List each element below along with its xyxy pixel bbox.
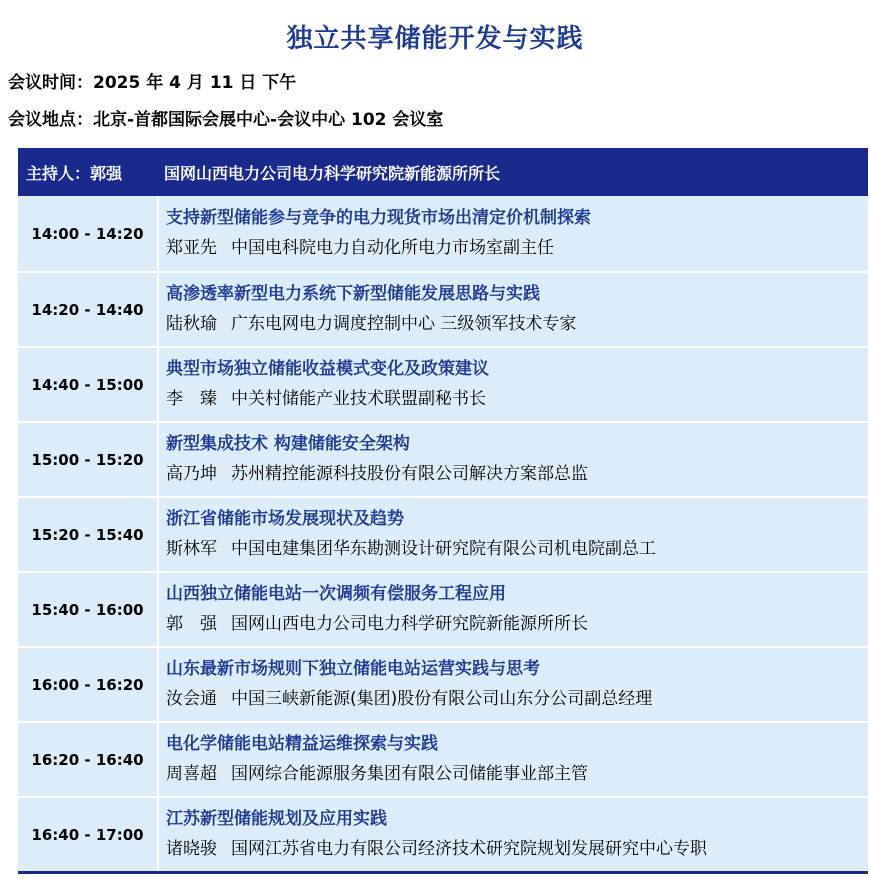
session-time: 15:40 - 16:00 <box>18 573 157 646</box>
speaker-affiliation: 国网江苏省电力有限公司经济技术研究院规划发展研究中心专职 <box>231 838 707 859</box>
speaker-name: 李 臻 <box>166 388 217 409</box>
session-time: 14:40 - 15:00 <box>18 348 157 421</box>
speaker-name: 郭 强 <box>166 613 217 634</box>
meeting-place: 会议地点：北京-首都国际会展中心-会议中心 102 会议室 <box>8 110 444 130</box>
session-time: 16:00 - 16:20 <box>18 648 157 721</box>
session-speaker-line <box>166 535 868 563</box>
session-speaker-line <box>166 310 868 338</box>
session-topic: 电化学储能电站精益运维探索与实践 <box>166 733 438 754</box>
session-details <box>159 196 868 271</box>
speaker-name: 高乃坤 <box>166 463 217 484</box>
speaker-affiliation: 国网山西电力公司电力科学研究院新能源所所长 <box>231 613 588 634</box>
speaker-name: 诸晓骏 <box>166 838 217 859</box>
host-info: 国网山西电力公司电力科学研究院新能源所所长 <box>164 163 501 183</box>
session-details <box>159 273 868 346</box>
session-speaker-line <box>166 835 868 863</box>
speaker-affiliation: 国网综合能源服务集团有限公司储能事业部主管 <box>231 763 588 784</box>
session-row <box>18 796 868 871</box>
session-row <box>18 346 868 421</box>
session-topic: 浙江省储能市场发展现状及趋势 <box>166 508 404 529</box>
host-label: 主持人：郭强 <box>26 163 123 183</box>
speaker-name: 汝会通 <box>166 688 217 709</box>
session-time: 15:00 - 15:20 <box>18 423 157 496</box>
session-topic: 江苏新型储能规划及应用实践 <box>166 808 387 829</box>
session-topic: 高渗透率新型电力系统下新型储能发展思路与实践 <box>166 283 540 304</box>
session-time: 14:20 - 14:40 <box>18 273 157 346</box>
meeting-time: 会议时间：2025 年 4 月 11 日 下午 <box>8 73 297 93</box>
speaker-name: 郑亚先 <box>166 237 217 258</box>
session-row <box>18 271 868 346</box>
host-row <box>18 148 868 196</box>
session-speaker-line <box>166 610 868 638</box>
session-row <box>18 571 868 646</box>
session-details <box>159 348 868 421</box>
speaker-affiliation: 中国电科院电力自动化所电力市场室副主任 <box>231 237 554 258</box>
speaker-affiliation: 广东电网电力调度控制中心 三级领军技术专家 <box>231 313 577 334</box>
session-speaker-line <box>166 685 868 713</box>
session-speaker-line <box>166 760 868 788</box>
session-time: 14:00 - 14:20 <box>18 196 157 271</box>
session-speaker-line <box>166 460 868 488</box>
session-row <box>18 496 868 571</box>
speaker-affiliation: 苏州精控能源科技股份有限公司解决方案部总监 <box>231 463 588 484</box>
page-title: 独立共享储能开发与实践 <box>286 24 584 54</box>
session-row <box>18 421 868 496</box>
session-topic: 山东最新市场规则下独立储能电站运营实践与思考 <box>166 658 540 679</box>
speaker-affiliation: 中国电建集团华东勘测设计研究院有限公司机电院副总工 <box>231 538 656 559</box>
session-row <box>18 646 868 721</box>
session-details <box>159 648 868 721</box>
session-row <box>18 196 868 271</box>
speaker-name: 陆秋瑜 <box>166 313 217 334</box>
session-topic: 山西独立储能电站一次调频有偿服务工程应用 <box>166 583 506 604</box>
speaker-name: 周喜超 <box>166 763 217 784</box>
speaker-affiliation: 中关村储能产业技术联盟副秘书长 <box>231 388 486 409</box>
session-details <box>159 498 868 571</box>
session-time: 16:20 - 16:40 <box>18 723 157 796</box>
speaker-name: 斯林军 <box>166 538 217 559</box>
session-details <box>159 423 868 496</box>
session-details <box>159 723 868 796</box>
session-details <box>159 798 868 871</box>
speaker-affiliation: 中国三峡新能源(集团)股份有限公司山东分公司副总经理 <box>231 688 653 709</box>
agenda-table <box>18 148 868 874</box>
session-topic: 支持新型储能参与竞争的电力现货市场出清定价机制探索 <box>166 207 591 228</box>
session-details <box>159 573 868 646</box>
session-time: 16:40 - 17:00 <box>18 798 157 871</box>
session-topic: 新型集成技术 构建储能安全架构 <box>166 433 410 454</box>
session-speaker-line <box>166 234 868 262</box>
session-row <box>18 721 868 796</box>
session-topic: 典型市场独立储能收益模式变化及政策建议 <box>166 358 489 379</box>
session-list <box>18 196 868 871</box>
session-speaker-line <box>166 385 868 413</box>
session-time: 15:20 - 15:40 <box>18 498 157 571</box>
